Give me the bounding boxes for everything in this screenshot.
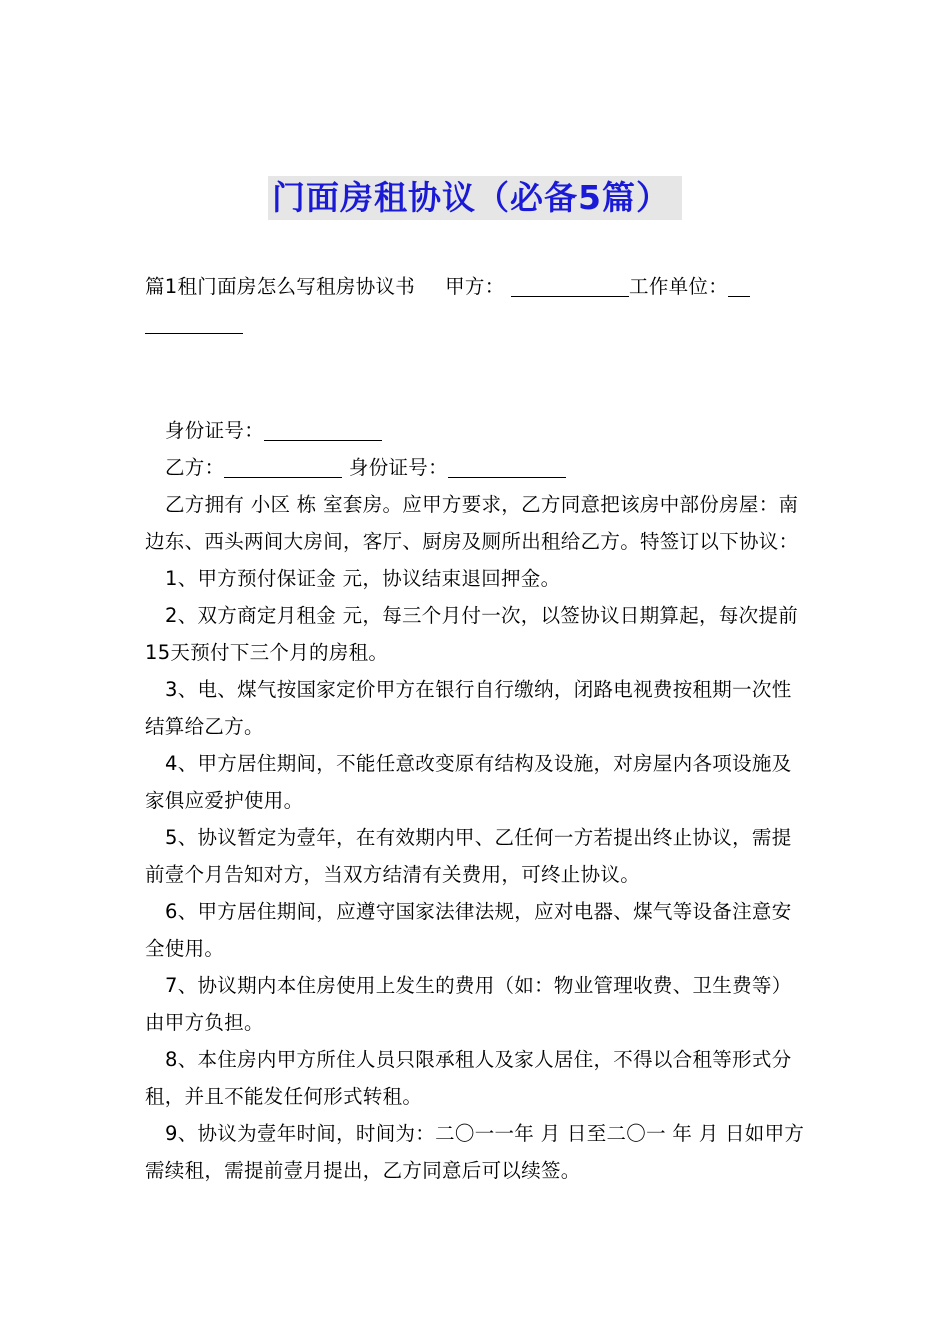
- intro-heading: 篇1租门面房怎么写租房协议书: [145, 275, 416, 298]
- party-b-blank: [224, 456, 342, 478]
- intro-block: [145, 268, 810, 342]
- paragraph: 乙方拥有 小区 栋 室套房。应甲方要求，乙方同意把该房中部份房屋：南边东、西头两间大房间，客厅、厨房及厕所出租给乙方。特签订以下协议：: [145, 493, 799, 553]
- work-unit-blank-2: [145, 312, 243, 334]
- clause-4: 4、甲方居住期间，不能任意改变原有结构及设施，对房屋内各项设施及家俱应爱护使用。: [145, 752, 792, 812]
- title-container: [0, 176, 950, 220]
- document-title: 门面房租协议（必备5篇）: [268, 176, 682, 220]
- clause-6: 6、甲方居住期间，应遵守国家法律法规，应对电器、煤气等设备注意安全使用。: [145, 900, 792, 960]
- id-number-blank: [264, 419, 382, 441]
- clause-7: 7、协议期内本住房使用上发生的费用（如：物业管理收费、卫生费等）由甲方负担。: [145, 974, 792, 1034]
- party-b-line: [145, 449, 810, 486]
- work-unit-label: 工作单位：: [629, 275, 729, 298]
- party-a-label: 甲方：: [445, 275, 505, 298]
- work-unit-blank-1: [728, 275, 750, 297]
- clause-5: 5、协议暂定为壹年，在有效期内甲、乙任何一方若提出终止协议，需提前壹个月告知对方，当双方结清有关费用，可终止协议。: [145, 826, 792, 886]
- main-body: [145, 412, 810, 1189]
- clause-1: 1、甲方预付保证金 元，协议结束退回押金。: [165, 567, 561, 590]
- clause-3: 3、电、煤气按国家定价甲方在银行自行缴纳，闭路电视费按租期一次性结算给乙方。: [145, 678, 792, 738]
- clause-2: 2、双方商定月租金 元，每三个月付一次，以签协议日期算起，每次提前15天预付下三个月的房租。: [145, 604, 799, 664]
- party-b-label: 乙方：: [165, 456, 225, 479]
- party-b-id-label: 身份证号：: [348, 456, 448, 479]
- party-b-id-blank: [448, 456, 566, 478]
- clause-8: 8、本住房内甲方所住人员只限承租人及家人居住，不得以合租等形式分租，并且不能发任何形式转租。: [145, 1048, 792, 1108]
- id-number-line: [145, 412, 810, 449]
- id-number-label: 身份证号：: [165, 419, 265, 442]
- party-a-blank: [511, 275, 629, 297]
- clause-9: 9、协议为壹年时间，时间为：二〇一一年 月 日至二〇一 年 月 日如甲方需续租，需提前壹月提出，乙方同意后可以续签。: [145, 1122, 805, 1182]
